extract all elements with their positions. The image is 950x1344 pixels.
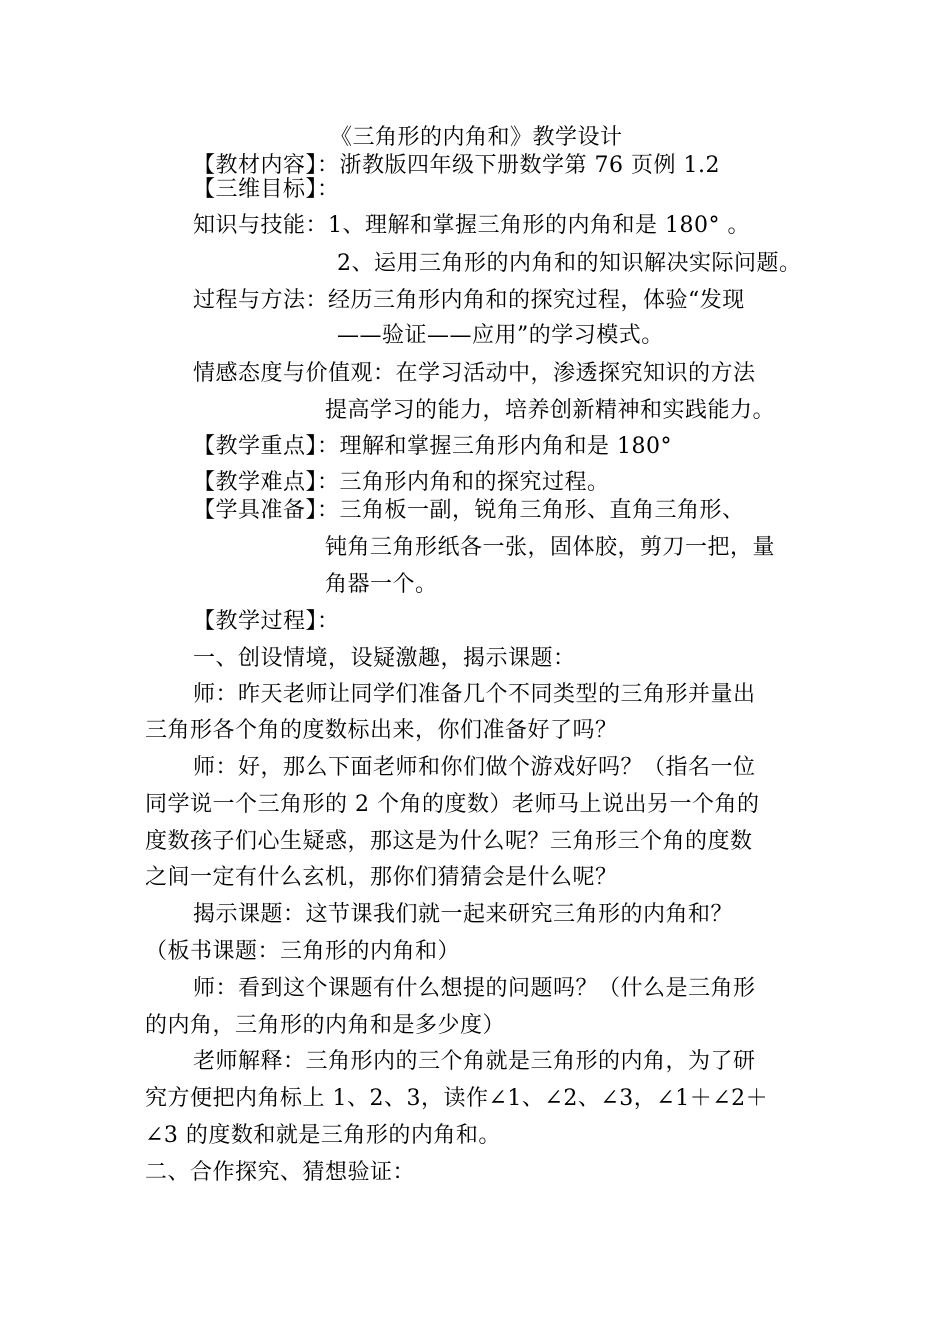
process-line-1: 过程与方法：经历三角形内角和的探究过程，体验“发现 [193, 288, 745, 313]
paragraph-5-line-1: 老师解释：三角形内的三个角就是三角形的内角，为了研 [193, 1049, 756, 1074]
key-point-line: 【教学重点】：理解和掌握三角形内角和是 180° [193, 434, 672, 459]
tools-line-2: 钝角三角形纸各一张，固体胶，剪刀一把，量 [325, 535, 776, 560]
paragraph-5-line-2: 究方便把内角标上 1、2、3，读作∠1、∠2、∠3，∠1＋∠2＋ [145, 1086, 769, 1111]
paragraph-2-line-2: 同学说一个三角形的 2 个角的度数）老师马上说出另一个角的 [145, 792, 760, 817]
materials-line: 【教材内容】：浙教版四年级下册数学第 76 页例 1.2 [193, 153, 720, 178]
paragraph-2-line-1: 师：好，那么下面老师和你们做个游戏好吗？（指名一位 [193, 755, 756, 780]
difficulty-line: 【教学难点】：三角形内角和的探究过程。 [193, 470, 610, 495]
paragraph-1-line-1: 师：昨天老师让同学们准备几个不同类型的三角形并量出 [193, 682, 756, 707]
paragraph-2-line-4: 之间一定有什么玄机，那你们猜猜会是什么呢？ [145, 865, 618, 890]
paragraph-4-line-2: 的内角，三角形的内角和是多少度） [145, 1013, 506, 1038]
paragraph-2-line-3: 度数孩子们心生疑惑，那这是为什么呢？三角形三个角的度数 [145, 829, 753, 854]
section-1-heading: 一、创设情境，设疑激趣，揭示课题： [193, 646, 576, 671]
paragraph-5-line-3: ∠3 的度数和就是三角形的内角和。 [145, 1123, 501, 1148]
paragraph-3-line-2: （板书课题：三角形的内角和） [145, 939, 461, 964]
paragraph-4-line-1: 师：看到这个课题有什么想提的问题吗？（什么是三角形 [193, 976, 756, 1001]
skills-line-2: 2、运用三角形的内角和的知识解决实际问题。 [337, 251, 802, 276]
paragraph-1-line-2: 三角形各个角的度数标出来，你们准备好了吗？ [145, 718, 618, 743]
process-line-2: ——验证——应用”的学习模式。 [337, 323, 664, 348]
paragraph-3-line-1: 揭示课题：这节课我们就一起来研究三角形的内角和？ [193, 902, 734, 927]
tools-line-3: 角器一个。 [325, 572, 438, 597]
emotion-line-1: 情感态度与价值观：在学习活动中，渗透探究知识的方法 [193, 361, 756, 386]
tools-line-1: 【学具准备】：三角板一副，锐角三角形、直角三角形、 [193, 498, 745, 523]
goals-heading: 【三维目标】： [193, 177, 340, 202]
skills-line-1: 知识与技能：1、理解和掌握三角形的内角和是 180° 。 [193, 213, 750, 238]
document-title: 《三角形的内角和》教学设计 [330, 125, 623, 150]
emotion-line-2: 提高学习的能力，培养创新精神和实践能力。 [325, 398, 776, 423]
process-heading: 【教学过程】： [193, 609, 340, 634]
section-2-heading: 二、合作探究、猜想验证： [145, 1160, 416, 1185]
